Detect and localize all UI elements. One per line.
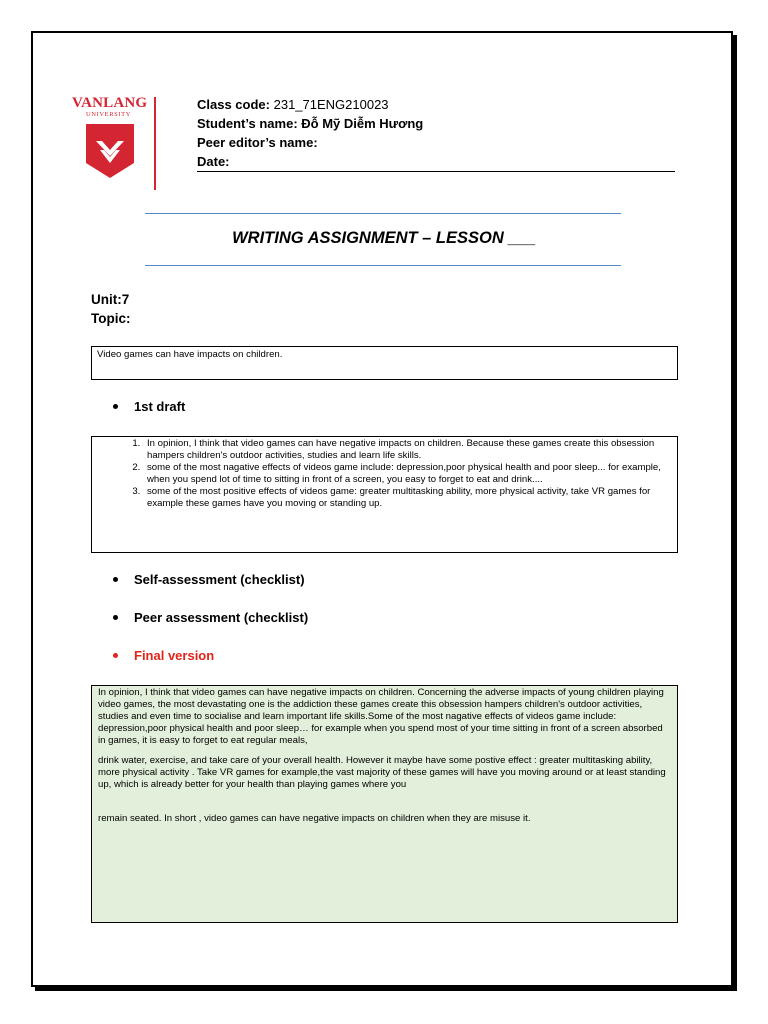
logo-subtitle: UNIVERSITY	[86, 111, 131, 118]
class-code-row	[197, 95, 423, 114]
peer-assessment-label: Peer assessment (checklist)	[134, 610, 309, 625]
final-paragraph: drink water, exercise, and take care of your overall health. However it maybe have some postive effect : greater multitasking ability, more physical activity . Take VR games for example,the vast majority of these games will have you moving around or at least standing up, which is already better for your health than playing games where you	[98, 755, 666, 790]
bullet-icon	[113, 577, 118, 582]
bullet-icon	[113, 404, 118, 409]
peer-editor-label: Peer editor’s name:	[197, 135, 318, 150]
bullet-icon	[113, 615, 118, 620]
draft-item: 3. some of the most positive effects of videos game: greater multitasking ability, more physical activity, take VR games for example these games have you moving or standing up.	[143, 486, 669, 510]
draft-list	[92, 438, 669, 510]
class-code-value: 231_71ENG210023	[273, 97, 389, 112]
student-name-row	[197, 114, 423, 133]
logo-name: VANLANG	[72, 95, 148, 111]
class-code-label: Class code:	[197, 97, 270, 112]
draft-box	[91, 436, 678, 553]
topic-box: Video games can have impacts on children.	[91, 346, 678, 380]
bullet-icon	[113, 653, 118, 658]
self-assessment-heading	[113, 572, 305, 587]
logo-divider	[154, 97, 156, 190]
final-version-label: Final version	[134, 648, 215, 663]
first-draft-heading	[113, 399, 185, 414]
first-draft-label: 1st draft	[134, 399, 186, 414]
page-title: WRITING ASSIGNMENT – LESSON ___	[232, 229, 536, 247]
self-assessment-label: Self-assessment (checklist)	[134, 572, 305, 587]
draft-item: 2. some of the most nagative effects of videos game include: depression,poor physical health and poor sleep... for example, when you spend lot of time to sitting in front of a screen, you easy to forget to eat and drink....	[143, 462, 669, 486]
university-logo	[72, 95, 152, 118]
title-top-rule	[145, 213, 621, 214]
unit-label: Unit:7	[91, 292, 130, 307]
final-version-box	[91, 685, 678, 923]
title-bottom-rule	[145, 265, 621, 266]
student-name-value: Đỗ Mỹ Diễm Hương	[301, 116, 424, 131]
header-info	[197, 95, 423, 171]
unit-topic	[91, 290, 131, 328]
student-name-label: Student’s name:	[197, 116, 298, 131]
final-paragraph: remain seated. In short , video games can have negative impacts on children when they are misuse it.	[98, 813, 531, 824]
draft-item: 1. In opinion, I think that video games can have negative impacts on children. Because these games create this obsession hampers children's outdoor activities, studies and learn life skills.	[143, 438, 669, 462]
peer-assessment-heading	[113, 610, 308, 625]
final-paragraph: In opinion, I think that video games can have negative impacts on children. Concerning the adverse impacts of young children playing video games, the most devastating one is the addiction these games create this obsession hampers children's outdoor activities, studies and even time to socialise and learn important life skills.Some of the most nagative effects of videos game include: depression,poor physical health and poor sleep… for example when you spend most of your time sitting in front of a screen absorbed in games, it is easy to forget to eat regular meals,	[98, 687, 664, 746]
topic-label: Topic:	[91, 311, 131, 326]
date-underline	[197, 171, 675, 172]
shield-icon	[85, 123, 135, 179]
date-label: Date:	[197, 154, 230, 169]
final-version-heading	[113, 648, 214, 663]
